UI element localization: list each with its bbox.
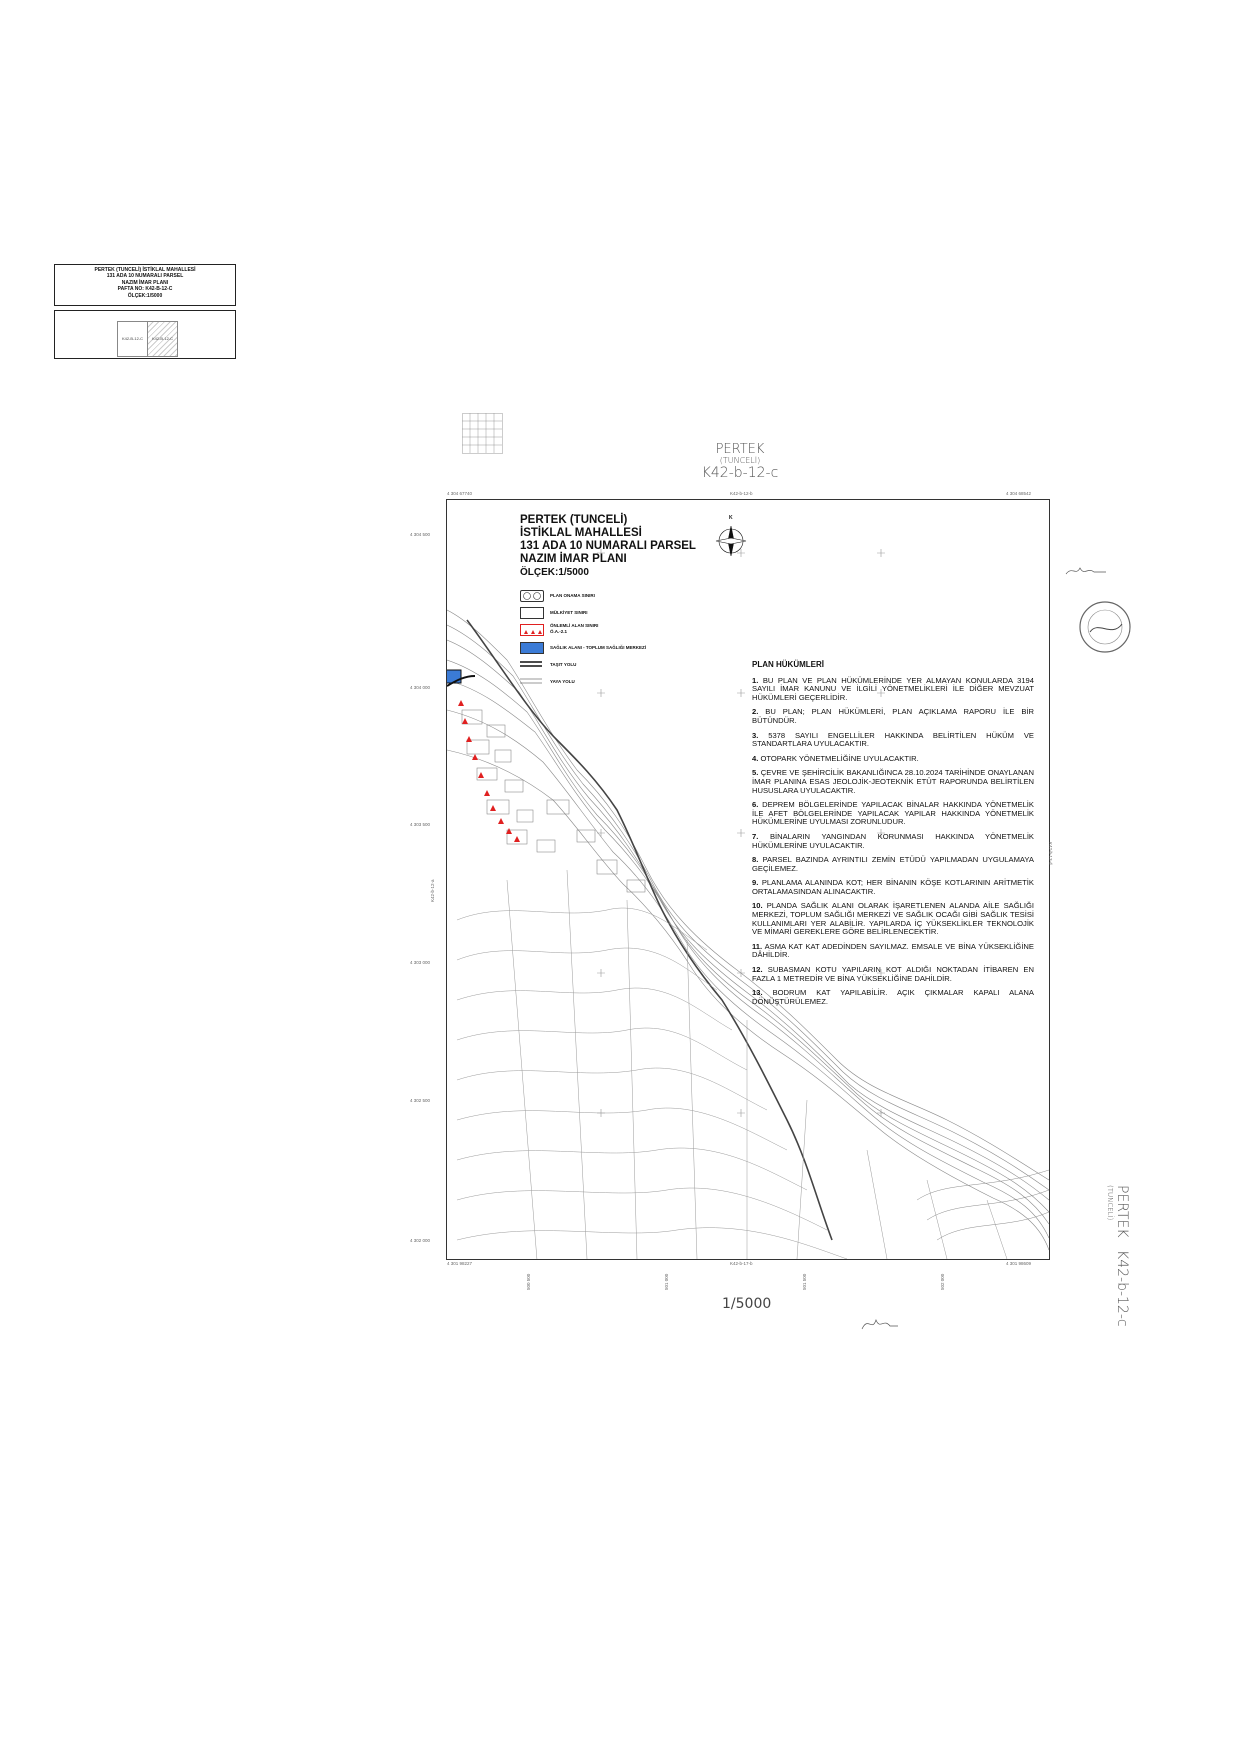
north-label: K: [729, 515, 733, 521]
plan-note-item: [752, 966, 1034, 983]
plan-note-item: [752, 708, 1034, 725]
plan-note-item: [752, 801, 1034, 827]
legend-sublabel: Ö.A.-2.1: [550, 629, 568, 634]
plan-note-number: 8.: [752, 855, 759, 865]
plan-note-number: 10.: [752, 901, 763, 911]
pedestrian-road-symbol: [520, 676, 542, 686]
ownership-boundary-symbol: [520, 607, 544, 619]
plan-note-number: 11.: [752, 941, 763, 951]
sheet-province: (TUNCELİ): [719, 456, 761, 465]
plan-note-number: 1.: [752, 675, 759, 685]
coord-left-tick: 4 303 000: [410, 960, 431, 965]
plan-note-number: 4.: [752, 753, 759, 763]
plan-note-item: [752, 769, 1034, 795]
plan-note-item: [752, 856, 1034, 873]
frame-label-top: K42-b-12-b: [730, 491, 753, 496]
east-hill-contours: [917, 1170, 1049, 1240]
signature-mark: [860, 1314, 900, 1334]
side-sheet-province: (TUNCELİ): [1106, 1185, 1114, 1221]
title-box-line: PAFTA NO: K42-B-12-C: [117, 286, 173, 293]
signature-mark: [1064, 564, 1108, 578]
plan-note-text: PLANLAMA ALANINDA KOT; HER BİNANIN KÖŞE KOTLARININ ARİTMETİK ORTALAMASINDAN ALINACAKTIR.: [752, 878, 1034, 896]
coord-left-tick: 4 302 500: [410, 1098, 431, 1103]
plan-notes-list: [752, 677, 1034, 1007]
coord-left-tick: 4 302 000: [410, 1238, 431, 1243]
frame-label-right: K42-b-13-d: [1048, 842, 1053, 865]
title-box: [54, 264, 236, 306]
key-plan-cell-current: K42-B-12-C: [147, 321, 178, 357]
side-sheet-title: [1114, 1185, 1130, 1327]
title-box-line: 131 ADA 10 NUMARALI PARSEL: [106, 273, 184, 280]
plan-note-number: 3.: [752, 730, 759, 740]
plan-title-line: 131 ADA 10 NUMARALI PARSEL: [520, 540, 696, 552]
legend-label: PLAN ONAMA SINIRI: [550, 593, 595, 598]
key-plan-box: [54, 310, 236, 359]
side-sheet-number: K42-b-12-c: [1114, 1250, 1130, 1327]
plan-note-number: 7.: [752, 831, 759, 841]
legend-label: MÜLKİYET SINIRI: [550, 610, 588, 615]
plan-note-text: ÇEVRE VE ŞEHİRCİLİK BAKANLIĞINCA 28.10.2024 TARİHİNDE ONAYLANAN İMAR PLANINA ESAS JEOLOJİK-JEOTEKNİK ETÜT RAPORUNDA BELİRTİLEN HUSUSLARA UYULACAKTIR.: [752, 768, 1034, 795]
plan-title-line: İSTİKLAL MAHALLESİ: [520, 527, 642, 539]
plan-note-item: [752, 902, 1034, 936]
sheet-header: [690, 442, 790, 481]
plan-title: [520, 514, 696, 579]
plan-note-item: [752, 732, 1034, 749]
plan-title-line: PERTEK (TUNCELİ): [520, 514, 628, 526]
coord-left-tick: 4 304 000: [410, 685, 431, 690]
coord-left-tick: 4 303 500: [410, 822, 431, 827]
plan-note-text: SUBASMAN KOTU YAPILARIN KOT ALDIĞI NOKTADAN İTİBAREN EN FAZLA 1 METREDİR VE BİNA YÜKSEKLİĞİNE DAHİLDİR.: [752, 965, 1034, 983]
legend-label: YAYA YOLU: [550, 679, 575, 684]
plan-title-line: NAZIM İMAR PLANI: [520, 553, 627, 565]
plan-note-text: OTOPARK YÖNETMELİĞİNE UYULACAKTIR.: [760, 753, 919, 763]
index-grid: [462, 413, 510, 463]
plan-note-text: DEPREM BÖLGELERİNDE YAPILACAK BİNALAR HAKKINDA YÖNETMELİK İLE AFET BÖLGELERİNDE YAPILACAK YAPILAR HAKKINDA YÖNETMELİK HÜKÜMLERİNE UYULMASI ZORUNLUDUR.: [752, 800, 1034, 827]
plan-note-text: PLANDA SAĞLIK ALANI OLARAK İŞARETLENEN ALANDA AİLE SAĞLIĞI MERKEZİ, TOPLUM SAĞLIĞI MERKEZİ VE SAĞLIK OCAĞI GİBİ SAĞLIK TESİSİ KULLANIMLARI YER ALABİLİR. YAPILARDA İÇ YÜKSEKLİKLER TEKNOLOJİK VE MİMARİ GEREKLERE GÖRE BELİRLENECEKTİR.: [752, 901, 1034, 937]
plan-approval-boundary-symbol: [520, 590, 544, 602]
plan-note-text: BİNALARIN YANGINDAN KORUNMASI HAKKINDA YÖNETMELİK HÜKÜMLERİNE UYULACAKTIR.: [752, 831, 1034, 850]
side-sheet-name: PERTEK: [1114, 1185, 1130, 1238]
title-box-line: NAZIM İMAR PLANI: [121, 279, 169, 286]
plan-note-item: [752, 677, 1034, 703]
sheet-number: K42-b-12-c: [701, 465, 779, 481]
coord-bottom-tick: 501 500: [802, 1273, 807, 1290]
title-box-line: ÖLÇEK:1/5000: [127, 292, 163, 299]
plan-note-number: 2.: [752, 707, 759, 717]
plan-note-number: 13.: [752, 988, 763, 998]
sheet-name: PERTEK: [715, 442, 765, 457]
plan-note-item: [752, 879, 1034, 896]
health-area-symbol: [520, 642, 544, 654]
title-box-line: PERTEK (TUNCELİ) İSTİKLAL MAHALLESİ: [94, 267, 196, 273]
coord-top-left: 4 304 67740: [447, 491, 473, 496]
plan-note-item: [752, 755, 1034, 764]
key-plan-cell: K42-B-12-C: [117, 321, 148, 357]
plan-note-number: 5.: [752, 768, 759, 778]
plan-note-number: 12.: [752, 965, 763, 975]
coord-left-tick: 4 304 500: [410, 532, 431, 537]
plan-note-text: BU PLAN VE PLAN HÜKÜMLERİNDE YER ALMAYAN KONULARDA 3194 SAYILI İMAR KANUNU VE İLGİLİ YÖNETMELİKLERİ İLE DİĞER MEVZUAT HÜKÜMLERİ GEÇERLİDİR.: [752, 675, 1034, 702]
legend-label: TAŞIT YOLU: [550, 662, 577, 667]
coord-bottom-left: 4 301 98227: [447, 1261, 473, 1266]
plan-note-text: 5378 SAYILI ENGELLİLER HAKKINDA BELİRTİLEN HÜKÜM VE STANDARTLARA UYULACAKTIR.: [752, 730, 1034, 749]
plan-notes: [752, 661, 1034, 1012]
coord-bottom-tick: 502 000: [940, 1273, 945, 1290]
plan-note-item: [752, 943, 1034, 960]
coord-top-right: 4 304 68542: [1006, 491, 1032, 496]
coord-bottom-right: 4 301 98609: [1006, 1261, 1032, 1266]
plan-note-text: BODRUM KAT YAPILABİLİR. AÇIK ÇIKMALAR KAPALI ALANA DÖNÜŞTÜRÜLEMEZ.: [752, 988, 1034, 1006]
plan-note-text: PARSEL BAZINDA AYRINTILI ZEMİN ETÜDÜ YAPILMADAN UYGULAMAYA GEÇİLEMEZ.: [752, 855, 1034, 873]
legend-label: SAĞLIK ALANI - TOPLUM SAĞLIĞI MERKEZİ: [550, 645, 646, 650]
legend-label: ÖNLEMLİ ALAN SINIRI: [550, 623, 599, 628]
precaution-area-markers: [458, 700, 520, 842]
plan-note-number: 9.: [752, 878, 759, 888]
coord-bottom-tick: 500 500: [526, 1273, 531, 1290]
plan-note-text: ASMA KAT KAT ADEDİNDEN SAYILMAZ. EMSALE VE BİNA YÜKSEKLİĞİNE DÂHİLDİR.: [752, 941, 1034, 960]
plan-note-item: [752, 989, 1034, 1006]
plan-note-text: BU PLAN; PLAN HÜKÜMLERİ, PLAN AÇIKLAMA RAPORU İLE BİR BÜTÜNDÜR.: [752, 707, 1034, 725]
frame-label-left: K42-b-12-a: [430, 879, 435, 902]
frame-label-bottom: K42-b-17-b: [730, 1261, 753, 1266]
legend: [520, 590, 690, 690]
north-arrow-icon: [714, 518, 748, 560]
official-stamp: [1076, 598, 1134, 656]
coord-bottom-tick: 501 000: [664, 1273, 669, 1290]
plan-title-line: ÖLÇEK:1/5000: [520, 567, 589, 578]
precaution-area-symbol: [520, 624, 544, 636]
vehicle-road-symbol: [520, 659, 542, 669]
scale-text: 1/5000: [722, 1296, 772, 1312]
plan-note-item: [752, 833, 1034, 850]
plan-note-number: 6.: [752, 800, 759, 810]
plan-notes-heading: PLAN HÜKÜMLERİ: [752, 660, 824, 669]
side-header: [1106, 1185, 1130, 1327]
